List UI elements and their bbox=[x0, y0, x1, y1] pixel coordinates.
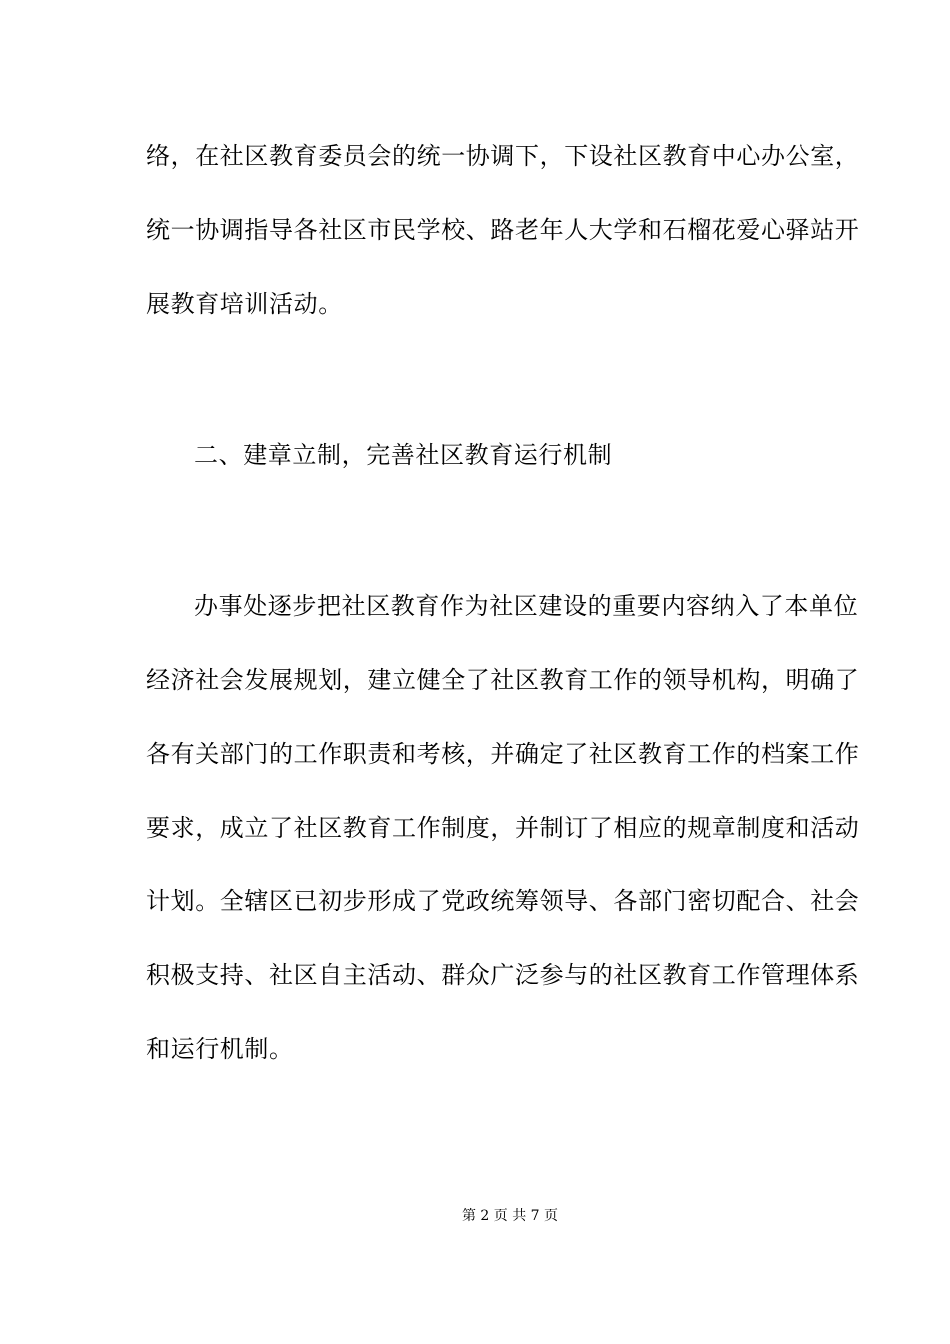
paragraph-2-line-2: 经济社会发展规划，建立健全了社区教育工作的领导机构，明确了 bbox=[146, 666, 860, 694]
paragraph-2-line-5: 计划。全辖区已初步形成了党政统筹领导、各部门密切配合、社会 bbox=[146, 887, 860, 915]
section-heading: 二、建章立制，完善社区教育运行机制 bbox=[194, 441, 613, 469]
paragraph-2-line-7: 和运行机制。 bbox=[146, 1035, 294, 1063]
paragraph-1-line-3: 展教育培训活动。 bbox=[146, 290, 343, 318]
paragraph-2-line-6: 积极支持、社区自主活动、群众广泛参与的社区教育工作管理体系 bbox=[146, 961, 860, 989]
paragraph-1-line-2: 统一协调指导各社区市民学校、路老年人大学和石榴花爱心驿站开 bbox=[146, 216, 860, 244]
paragraph-2-line-1: 办事处逐步把社区教育作为社区建设的重要内容纳入了本单位 bbox=[194, 592, 859, 620]
paragraph-1-line-1: 络，在社区教育委员会的统一协调下，下设社区教育中心办公室， bbox=[146, 142, 860, 170]
paragraph-2-line-3: 各有关部门的工作职责和考核，并确定了社区教育工作的档案工作 bbox=[146, 740, 860, 768]
page-number-footer: 第 2 页 共 7 页 bbox=[461, 1208, 559, 1224]
paragraph-2-line-4: 要求，成立了社区教育工作制度，并制订了相应的规章制度和活动 bbox=[146, 814, 860, 842]
